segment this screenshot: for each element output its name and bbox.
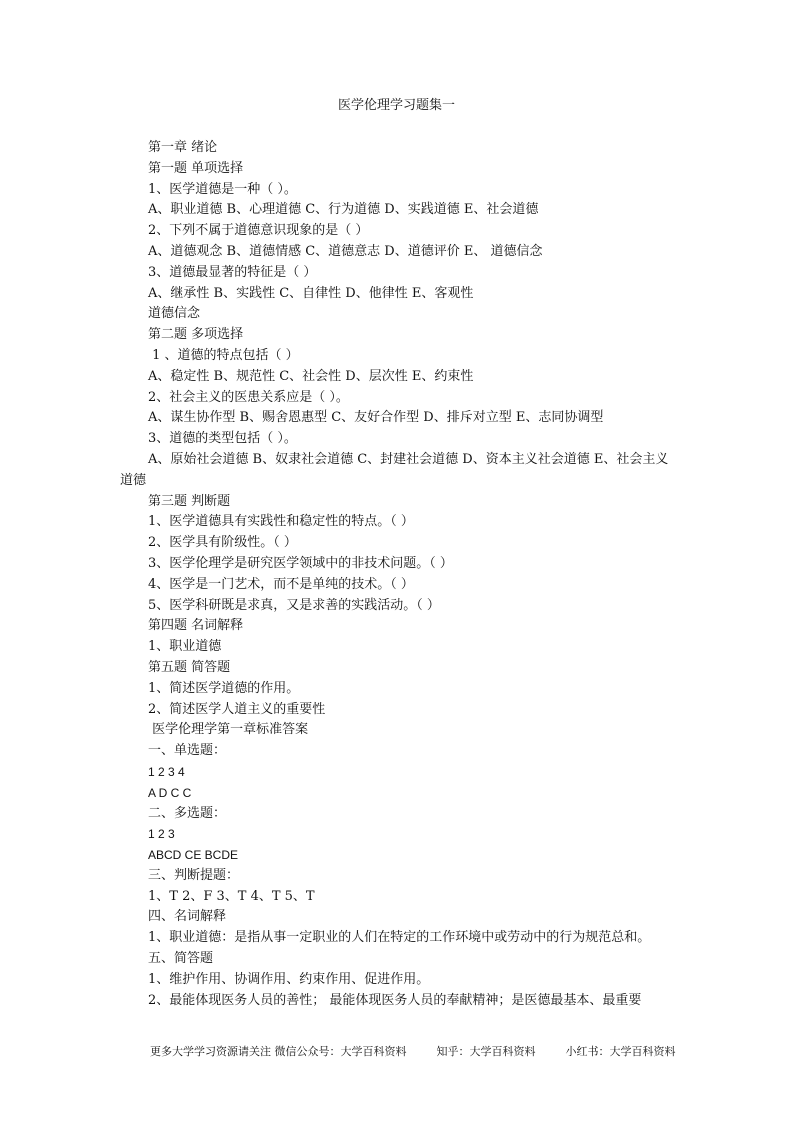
section-heading: 第四题 名词解释	[148, 618, 244, 634]
options: A、稳定性 B、规范性 C、社会性 D、层次性 E、约束性	[148, 368, 474, 384]
answer-text: 1、职业道德：是指从事一定职业的人们在特定的工作环境中或劳动中的行为规范总和。	[148, 930, 651, 946]
question: 3、医学伦理学是研究医学领域中的非技术问题。（ ）	[148, 555, 453, 571]
answer-heading: 医学伦理学第一章标准答案	[148, 722, 309, 738]
answer-section: 二、多选题：	[148, 805, 227, 821]
question: 4、医学是一门艺术，而不是单纯的技术。（ ）	[148, 576, 414, 592]
section-heading: 第三题 判断题	[148, 493, 231, 509]
question: 3、道德的类型包括（ ）。	[148, 431, 297, 447]
question: 3、道德最显著的特征是（ ）	[148, 264, 317, 280]
question: 2、社会主义的医患关系应是（ ）。	[148, 389, 349, 405]
options: A、原始社会道德 B、奴隶社会道德 C、封建社会道德 D、资本主义社会道德 E、社会主义道德	[120, 451, 669, 488]
answer-text: 2、最能体现医务人员的善性； 最能体现医务人员的奉献精神；是医德最基本、最重要	[148, 992, 642, 1008]
document-body	[120, 138, 680, 1011]
footer-xiaohongshu: 小红书：大学百科资料	[565, 1045, 676, 1058]
question: 2、简述医学人道主义的重要性	[148, 701, 326, 717]
question: 1 、道德的特点包括（ ）	[148, 347, 299, 363]
question: 2、下列不属于道德意识现象的是（ ）	[148, 223, 369, 239]
question: 1、职业道德	[148, 639, 222, 655]
options: A、谋生协作型 B、赐舍恩惠型 C、友好合作型 D、排斥对立型 E、志同协调型	[148, 410, 604, 426]
answer-values: ABCD CE BCDE	[148, 848, 239, 863]
footer-zhihu: 知乎：大学百科资料	[436, 1045, 536, 1058]
chapter-heading: 第一章 绪论	[148, 140, 218, 155]
answer-section: 一、单选题：	[148, 743, 227, 759]
section-heading: 第二题 多项选择	[148, 327, 244, 343]
answer-numbers: 1 2 3 4	[148, 764, 185, 779]
options: A、道德观念 B、道德情感 C、道德意志 D、道德评价 E、 道德信念	[148, 243, 543, 259]
question: 1、简述医学道德的作用。	[148, 680, 300, 696]
answer-section: 五、简答题	[148, 951, 214, 967]
question: 1、医学道德是一种（ ）。	[148, 181, 297, 197]
question: 1、医学道德具有实践性和稳定性的特点。（ ）	[148, 514, 414, 530]
answer-numbers: 1 2 3	[148, 827, 175, 842]
page-footer	[150, 1044, 750, 1060]
answer-values: A D C C	[148, 785, 192, 800]
section-heading: 第一题 单项选择	[148, 160, 244, 176]
question: 5、医学科研既是求真，又是求善的实践活动。（ ）	[148, 597, 440, 613]
document-title: 医学伦理学习题集一	[337, 98, 455, 113]
answer-section: 三、判断提题：	[148, 867, 240, 883]
question: 2、医学具有阶级性。（ ）	[148, 535, 297, 551]
options: A、职业道德 B、心理道德 C、行为道德 D、实践道德 E、社会道德	[148, 202, 539, 218]
text-line: 道德信念	[148, 306, 201, 322]
options: A、继承性 B、实践性 C、自律性 D、他律性 E、客观性	[148, 285, 474, 301]
answer-values: 1、T 2、F 3、T 4、T 5、T	[148, 888, 315, 904]
section-heading: 第五题 简答题	[148, 659, 231, 675]
footer-wechat: 更多大学学习资源请关注 微信公众号：大学百科资料	[150, 1045, 407, 1058]
answer-section: 四、名词解释	[148, 909, 227, 925]
answer-text: 1、维护作用、协调作用、约束作用、促进作用。	[148, 971, 430, 987]
